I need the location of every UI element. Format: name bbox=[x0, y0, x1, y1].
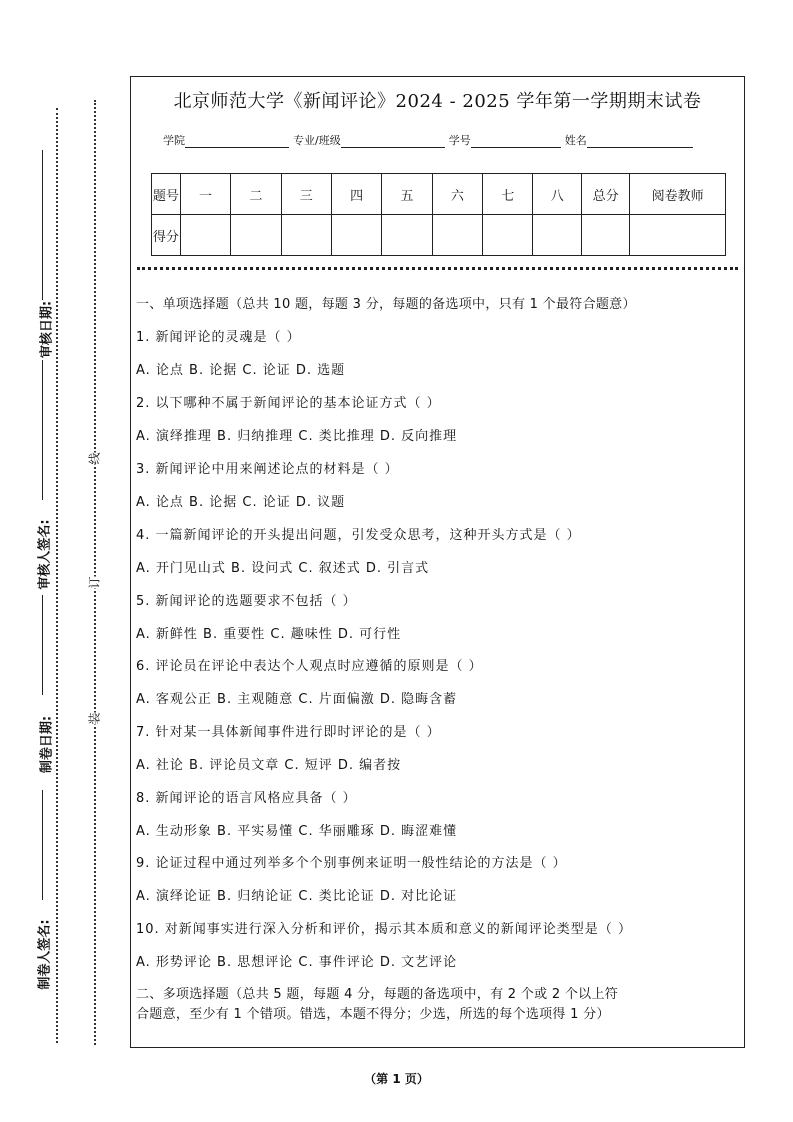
question-4: 4. 一篇新闻评论的开头提出问题，引发受众思考，这种开头方式是（ ） bbox=[136, 528, 581, 543]
exam-title: 北京师范大学《新闻评论》2024 - 2025 学年第一学期期末试卷 bbox=[173, 91, 702, 112]
question-6: 6. 评论员在评论中表达个人观点时应遵循的原则是（ ） bbox=[136, 659, 483, 674]
options-6: A. 客观公正 B. 主观随意 C. 片面偏激 D. 隐晦含蓄 bbox=[136, 692, 458, 707]
question-1: 1. 新闻评论的灵魂是（ ） bbox=[136, 330, 301, 345]
binding-dotted-line-inner bbox=[94, 100, 96, 1045]
options-5: A. 新鲜性 B. 重要性 C. 趣味性 D. 可行性 bbox=[136, 627, 402, 642]
score-header-cell: 四 bbox=[331, 174, 381, 215]
question-5: 5. 新闻评论的选题要求不包括（ ） bbox=[136, 594, 357, 609]
name-field[interactable] bbox=[587, 135, 693, 148]
major-field[interactable] bbox=[341, 135, 445, 148]
college-field[interactable] bbox=[185, 135, 289, 148]
dotted-separator bbox=[137, 267, 738, 270]
reviewer-sign-line bbox=[42, 360, 43, 500]
options-3: A. 论点 B. 论据 C. 论证 D. 议题 bbox=[136, 495, 346, 510]
options-8: A. 生动形象 B. 平实易懂 C. 华丽雕琢 D. 晦涩难懂 bbox=[136, 824, 458, 839]
reviewer-sign-label: 审核人签名: bbox=[37, 519, 53, 590]
score-input-cell[interactable] bbox=[581, 215, 629, 256]
score-input-cell[interactable] bbox=[180, 215, 230, 256]
binding-dotted-line-outer bbox=[56, 108, 58, 1043]
maker-sign-label: 制卷人签名: bbox=[37, 919, 53, 990]
score-input-cell[interactable] bbox=[382, 215, 432, 256]
score-input-cell[interactable] bbox=[231, 215, 281, 256]
exam-frame bbox=[130, 76, 745, 1048]
binding-char-zhuang: 装 bbox=[84, 712, 105, 724]
question-3: 3. 新闻评论中用来阐述论点的材料是（ ） bbox=[136, 462, 399, 477]
score-table bbox=[151, 173, 726, 256]
options-10: A. 形势评论 B. 思想评论 C. 事件评论 D. 文艺评论 bbox=[136, 955, 458, 970]
page-number: （第 1 页） bbox=[364, 1072, 429, 1086]
score-header-cell: 二 bbox=[231, 174, 281, 215]
options-9: A. 演绎论证 B. 归纳论证 C. 类比论证 D. 对比论证 bbox=[136, 889, 458, 904]
score-input-cell[interactable] bbox=[630, 215, 726, 256]
maker-sign-line bbox=[42, 790, 43, 900]
options-1: A. 论点 B. 论据 C. 论证 D. 选题 bbox=[136, 363, 346, 378]
binding-char-ding: 订 bbox=[84, 576, 105, 588]
student-info bbox=[163, 132, 697, 148]
score-header-cell: 五 bbox=[382, 174, 432, 215]
review-date-label: 审核日期: bbox=[39, 300, 55, 359]
student-id-field[interactable] bbox=[471, 135, 561, 148]
question-10: 10. 对新闻事实进行深入分析和评价，揭示其本质和意义的新闻评论类型是（ ） bbox=[136, 922, 632, 937]
question-7: 7. 针对某一具体新闻事件进行即时评论的是（ ） bbox=[136, 725, 441, 740]
score-header-cell: 一 bbox=[180, 174, 230, 215]
score-input-cell[interactable] bbox=[281, 215, 331, 256]
review-date-line bbox=[42, 150, 43, 300]
score-row-label: 得分 bbox=[152, 215, 181, 256]
question-2: 2. 以下哪种不属于新闻评论的基本论证方式（ ） bbox=[136, 396, 441, 411]
make-date-label: 制卷日期: bbox=[39, 715, 55, 774]
section1-heading: 一、单项选择题（总共 10 题，每题 3 分，每题的备选项中，只有 1 个最符合题意） bbox=[136, 297, 636, 312]
options-2: A. 演绎推理 B. 归纳推理 C. 类比推理 D. 反向推理 bbox=[136, 429, 458, 444]
score-header-cell: 七 bbox=[483, 174, 533, 215]
score-header-cell: 总分 bbox=[581, 174, 629, 215]
name-label: 姓名 bbox=[564, 134, 587, 147]
question-9: 9. 论证过程中通过列举多个个别事例来证明一般性结论的方法是（ ） bbox=[136, 856, 567, 871]
score-input-cell[interactable] bbox=[432, 215, 482, 256]
student-id-label: 学号 bbox=[448, 134, 471, 147]
score-header-cell: 三 bbox=[281, 174, 331, 215]
score-input-cell[interactable] bbox=[533, 215, 581, 256]
score-input-cell[interactable] bbox=[483, 215, 533, 256]
options-4: A. 开门见山式 B. 设问式 C. 叙述式 D. 引言式 bbox=[136, 561, 430, 576]
major-label: 专业/班级 bbox=[293, 134, 341, 147]
section2-heading-line1: 二、多项选择题（总共 5 题，每题 4 分，每题的备选项中，有 2 个或 2 个以上符 bbox=[136, 987, 619, 1002]
binding-char-line: 线 bbox=[84, 452, 105, 464]
score-header-cell: 八 bbox=[533, 174, 581, 215]
section2-heading-line2: 合题意，至少有 1 个错项。错选，本题不得分；少选，所选的每个选项得 1 分） bbox=[136, 1007, 610, 1022]
make-date-line bbox=[42, 595, 43, 695]
score-header-cell: 六 bbox=[432, 174, 482, 215]
score-input-cell[interactable] bbox=[331, 215, 381, 256]
question-8: 8. 新闻评论的语言风格应具备（ ） bbox=[136, 791, 357, 806]
options-7: A. 社论 B. 评论员文章 C. 短评 D. 编者按 bbox=[136, 758, 402, 773]
score-header-cell: 阅卷教师 bbox=[630, 174, 726, 215]
college-label: 学院 bbox=[163, 134, 185, 147]
score-header-cell: 题号 bbox=[152, 174, 181, 215]
